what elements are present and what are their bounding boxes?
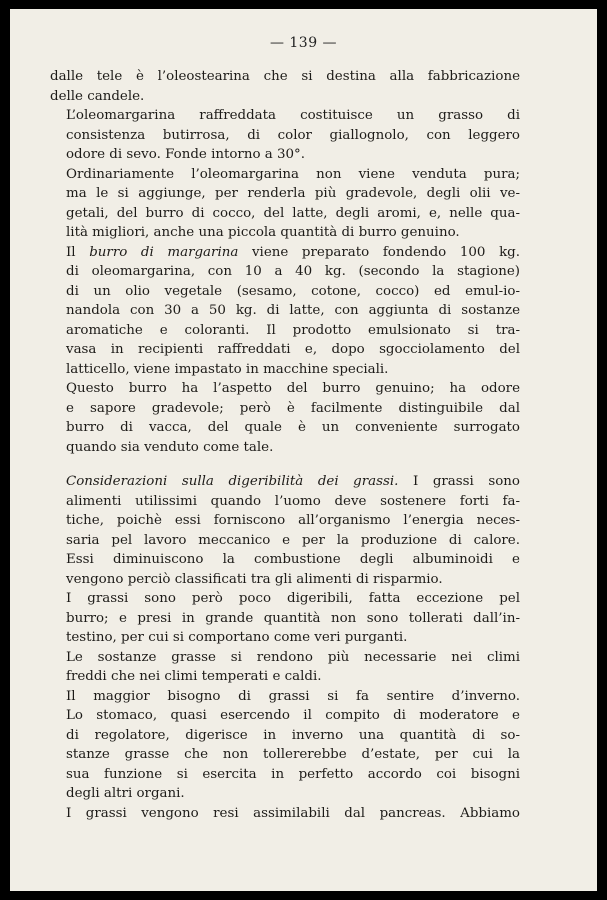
text-line: freddi che nei climi temperati e caldi. <box>66 669 322 684</box>
text-line: I grassi vengono resi assimilabili dal pancreas. Abbiamo <box>66 805 520 821</box>
text-line: aromatiche e coloranti. Il prodotto emulsionato si tra- <box>66 322 520 338</box>
text-line: Questo burro ha l’aspetto del burro genuino; ha odore <box>66 381 520 396</box>
text-line: alimenti utilissimi quando l’uomo deve sostenere forti fa- <box>66 493 520 509</box>
text-line: testino, per cui si comportano come veri purganti. <box>66 630 408 645</box>
paragraph-3 <box>50 165 520 243</box>
text-line: Il maggior bisogno di grassi si fa sentire d’inverno. <box>66 688 520 704</box>
paragraph-6-section <box>50 472 520 589</box>
text-line: e sapore gradevole; però è facilmente distinguibile dal <box>66 400 520 416</box>
text-line: odore di sevo. Fonde intorno a 30°. <box>66 147 306 162</box>
body-text <box>50 67 520 823</box>
text-line: saria pel lavoro meccanico e per la produzione di calore. <box>66 532 520 548</box>
paragraph-9 <box>50 687 520 804</box>
text-line: Ordinariamente l’oleomargarina non viene venduta pura; <box>66 166 520 182</box>
text-line: L’oleomargarina raffreddata costituisce un grasso di <box>66 108 520 123</box>
text-line: latticello, viene impastato in macchine speciali. <box>66 361 389 377</box>
text-line: I grassi sono però poco digeribili, fatta eccezione pel <box>66 591 520 606</box>
text-line: vengono perciò classificati tra gli alimenti di risparmio. <box>66 571 443 587</box>
lead-suffix: I grassi sono <box>398 474 520 489</box>
text-line: di regolatore, digerisce in inverno una quantità di so- <box>66 727 520 743</box>
paragraph-7 <box>50 589 520 648</box>
paragraph-4 <box>50 243 520 380</box>
text-line: sua funzione si esercita in perfetto accordo coi bisogni <box>66 766 520 782</box>
book-page <box>10 9 597 891</box>
text-line: burro di vacca, del quale è un conveniente surrogato <box>66 420 520 435</box>
text-line: di un olio vegetale (sesamo, cotone, cocco) ed emul-io- <box>66 283 520 299</box>
text-line <box>50 472 520 492</box>
text-line: Essi diminuiscono la combustione degli albuminoidi e <box>66 552 520 567</box>
text-line: lità migliori, anche una piccola quantità di burro genuino. <box>66 225 460 240</box>
lead-prefix: Il <box>66 244 90 260</box>
text-line: Le sostanze grasse si rendono più necessarie nei climi <box>66 649 520 665</box>
text-line: delle candele. <box>50 88 145 104</box>
text-line: stanze grasse che non tollererebbe d’estate, per cui la <box>66 747 520 762</box>
text-line: quando sia venduto come tale. <box>66 439 274 455</box>
text-line: di oleomargarina, con 10 a 40 kg. (secondo la stagione) <box>66 264 520 279</box>
paragraph-8 <box>50 648 520 687</box>
paragraph-2 <box>50 106 520 165</box>
italic-term: burro di margarina <box>89 244 239 260</box>
text-line: dalle tele è l’oleostearina che si destina alla fabbricazione <box>50 69 520 84</box>
section-heading: Considerazioni sulla digeribilità dei grassi. <box>66 474 399 489</box>
paragraph-10 <box>50 804 520 824</box>
text-line: ma le si aggiunge, per renderla più gradevole, degli olii ve- <box>66 186 520 201</box>
paragraph-1 <box>50 67 520 106</box>
text-line <box>50 243 520 263</box>
text-line: consistenza butirrosa, di color giallognolo, con leggero <box>66 127 520 143</box>
paragraph-5 <box>50 379 520 457</box>
text-line: getali, del burro di cocco, del latte, degli aromi, e, nelle qua- <box>66 205 520 221</box>
text-line: degli altri organi. <box>66 786 185 801</box>
text-line: nandola con 30 a 50 kg. di latte, con aggiunta di sostanze <box>66 303 520 318</box>
lead-suffix: viene preparato fondendo 100 kg. <box>238 244 521 260</box>
page-number: — 139 — <box>269 35 338 51</box>
text-line: vasa in recipienti raffreddati e, dopo sgocciolamento del <box>66 342 520 357</box>
text-line: burro; e presi in grande quantità non sono tollerati dall’in- <box>66 610 520 626</box>
text-line: Lo stomaco, quasi esercendo il compito di moderatore e <box>66 708 520 723</box>
text-line: tiche, poichè essi forniscono all’organismo l’energia neces- <box>66 513 520 528</box>
